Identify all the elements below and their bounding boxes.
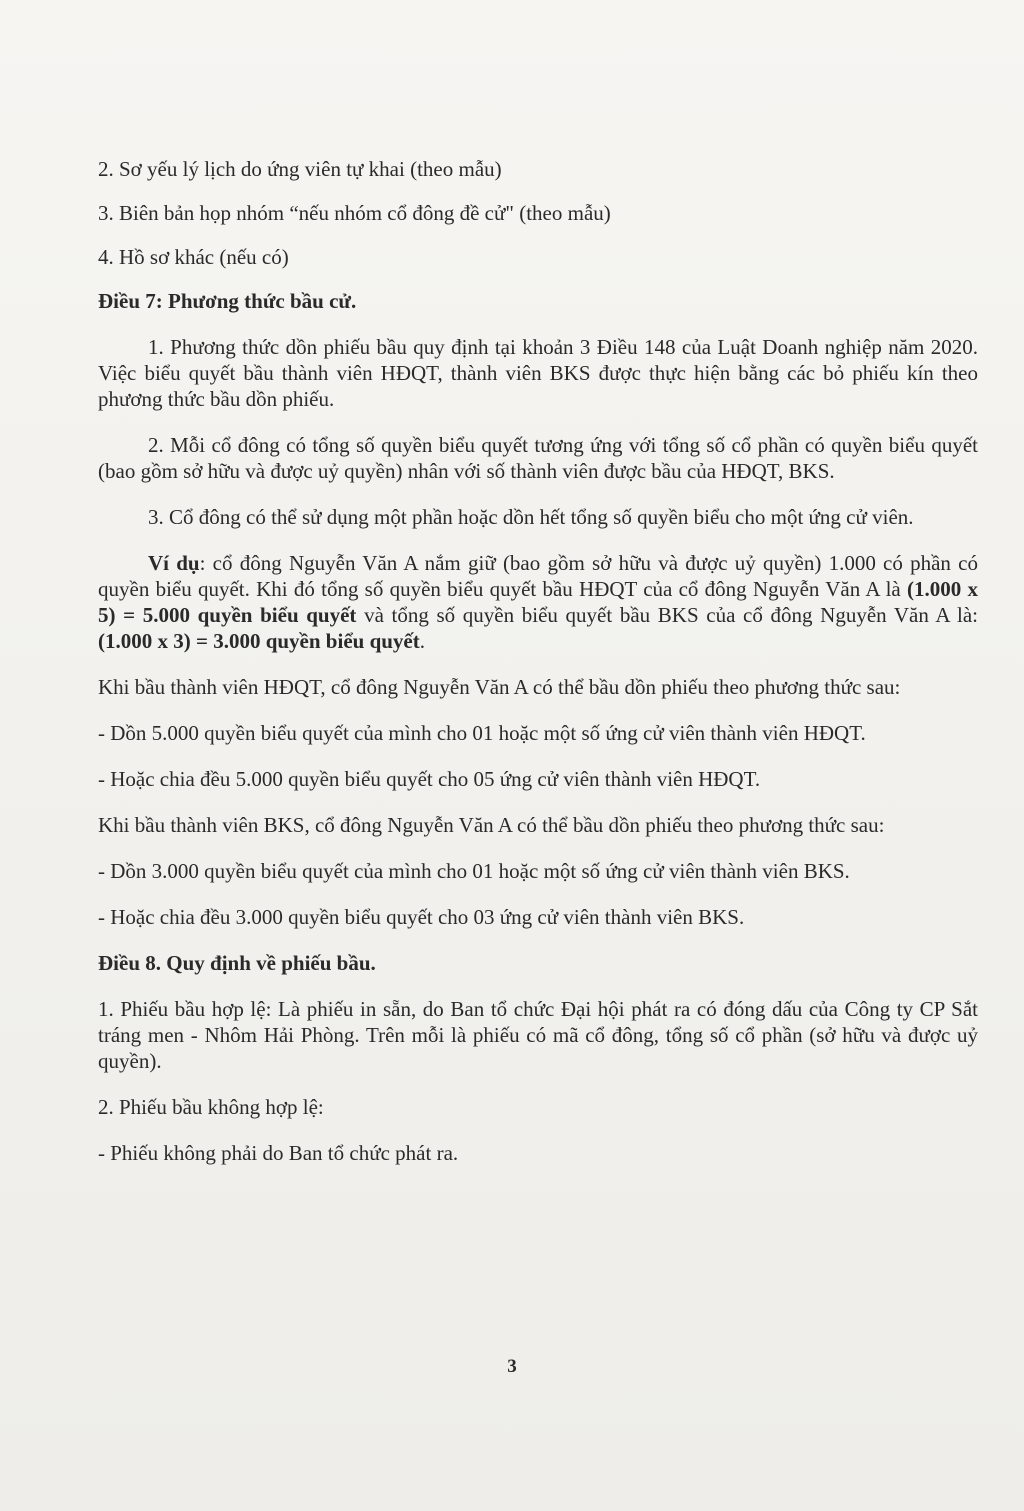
hdqt-intro: Khi bầu thành viên HĐQT, cổ đông Nguyễn Văn A có thể bầu dồn phiếu theo phương thức sau: [98,675,901,699]
example-text-2: và tổng số quyền biểu quyết bầu BKS của cổ đông Nguyễn Văn A là: [356,603,978,627]
article-7-paragraph-1: 1. Phương thức dồn phiếu bầu quy định tại khoản 3 Điều 148 của Luật Doanh nghiệp năm 2020. Việc biểu quyết bầu thành viên HĐQT, thành viên BKS được thực hiện bằng các bỏ phiếu kín theo phương thức bầu dồn phiếu. [98,335,978,411]
page-content [98,156,978,1186]
example-paragraph [98,550,978,654]
hdqt-option-2: - Hoặc chia đều 5.000 quyền biểu quyết cho 05 ứng cử viên thành viên HĐQT. [98,767,761,791]
list-item-2 [98,156,978,182]
item-text: Hồ sơ khác (nếu có) [113,245,289,269]
bks-option-2: - Hoặc chia đều 3.000 quyền biểu quyết cho 03 ứng cử viên thành viên BKS. [98,905,745,929]
example-text-1: : cổ đông Nguyễn Văn A nắm giữ (bao gồm sở hữu và được uỷ quyền) 1.000 có phần có quyền biểu quyết. Khi đó tổng số quyền biểu quyết bầu HĐQT của cổ đông Nguyễn Văn A là [98,551,978,601]
article-7-paragraph-2: 2. Mỗi cổ đông có tổng số quyền biểu quyết tương ứng với tổng số cổ phần có quyền biểu quyết (bao gồm sở hữu và được uỷ quyền) nhân với số thành viên được bầu của HĐQT, BKS. [98,433,978,483]
example-bks-calc: (1.000 x 3) = 3.000 quyền biểu quyết [98,629,420,653]
list-item-4 [98,244,978,270]
item-number: 4. [98,245,114,269]
item-number: 3. [98,201,114,225]
example-hdqt-calc: (1.000 x 5) = 5.000 quyền biểu quyết [98,577,978,627]
article-8-heading: Điều 8. Quy định về phiếu bầu. [98,951,376,975]
item-number: 2. [98,157,114,181]
article-8-paragraph-2: 2. Phiếu bầu không hợp lệ: [98,1095,324,1119]
bks-option-1: - Dồn 3.000 quyền biểu quyết của mình cho 01 hoặc một số ứng cử viên thành viên BKS. [98,859,850,883]
list-item-3 [98,200,978,226]
bks-intro: Khi bầu thành viên BKS, cổ đông Nguyễn Văn A có thể bầu dồn phiếu theo phương thức sau: [98,813,885,837]
article-8-paragraph-3: - Phiếu không phải do Ban tổ chức phát ra. [98,1141,459,1165]
article-8-paragraph-1: 1. Phiếu bầu hợp lệ: Là phiếu in sẵn, do Ban tổ chức Đại hội phát ra có đóng dấu của Công ty CP Sắt tráng men - Nhôm Hải Phòng. Trên mỗi là phiếu có mã cổ đông, tổng số cổ phần (sở hữu và được uỷ quyền). [98,997,978,1073]
item-text: Sơ yếu lý lịch do ứng viên tự khai (theo mẫu) [113,157,502,181]
hdqt-option-1: - Dồn 5.000 quyền biểu quyết của mình cho 01 hoặc một số ứng cử viên thành viên HĐQT. [98,721,866,745]
article-7-paragraph-3: 3. Cổ đông có thể sử dụng một phần hoặc dồn hết tổng số quyền biểu cho một ứng cử viên. [148,505,914,529]
page-number: 3 [507,1356,517,1377]
article-7-heading: Điều 7: Phương thức bầu cử. [98,289,357,313]
example-text-3: . [419,629,425,653]
example-label: Ví dụ [148,551,200,575]
item-text: Biên bản họp nhóm “nếu nhóm cổ đông đề cử" (theo mẫu) [113,201,611,225]
